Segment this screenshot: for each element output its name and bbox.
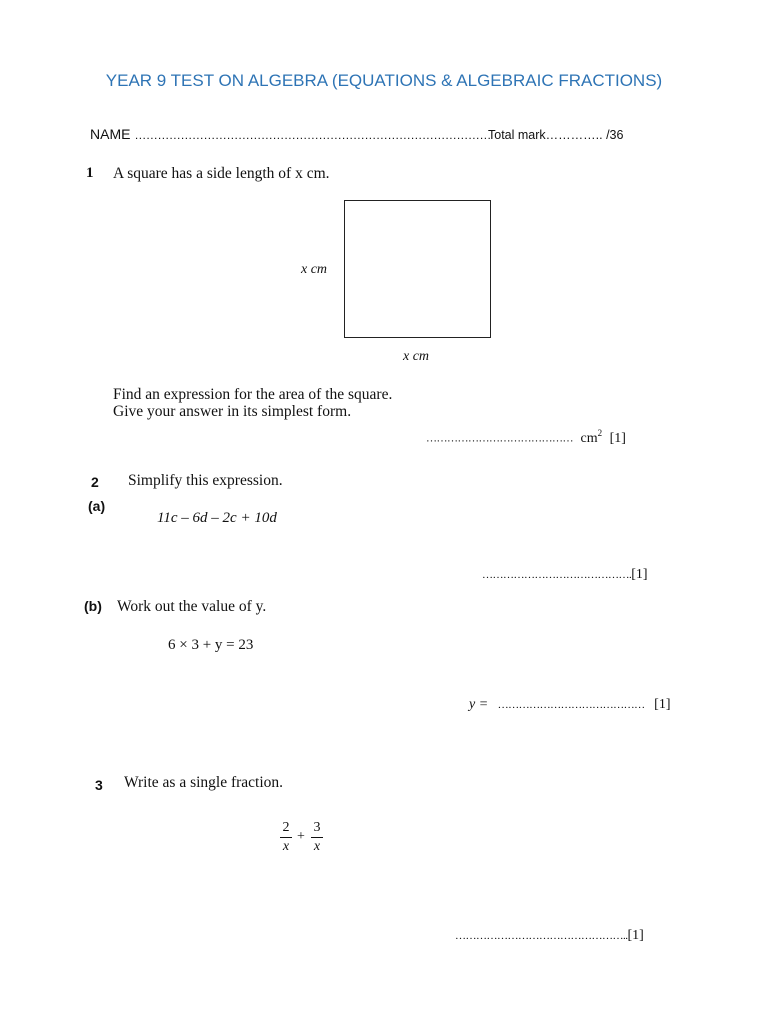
q2b-answer-dots: ……………………………………: [497, 699, 645, 711]
q3-fraction-2: [311, 820, 323, 855]
q2b-answer-line: [469, 697, 671, 713]
q1-number: 1: [86, 165, 94, 181]
square-diagram: [344, 200, 491, 338]
q3-fraction-2-numerator: 3: [313, 820, 321, 835]
q3-number: 3: [95, 777, 103, 793]
q3-fraction-1: [280, 820, 292, 855]
q3-fraction-2-denominator: x: [313, 839, 321, 854]
q2a-answer-dots: …………………………………….: [482, 569, 632, 581]
page-title: YEAR 9 TEST ON ALGEBRA (EQUATIONS & ALGEBRAIC FRACTIONS): [105, 71, 663, 90]
q2b-label: (b): [84, 598, 102, 614]
q3-marks: [1]: [627, 928, 644, 943]
q1-instruction-1: Find an expression for the area of the square.: [113, 386, 393, 403]
q3-fraction-2-bar: [311, 837, 323, 838]
q2b-answer-prefix: y =: [469, 697, 489, 712]
q1-side-label-left: x cm: [301, 262, 328, 277]
name-answer-dots: …………………………………………………………………………………: [134, 128, 491, 142]
q2a-marks: [1]: [631, 567, 648, 582]
q2b-stem: Work out the value of y.: [117, 598, 267, 615]
q2-number: 2: [91, 474, 99, 490]
q1-answer-dots: ……………………………………: [426, 432, 573, 445]
q1-answer-line: [426, 428, 626, 447]
q1-answer-unit: cm: [580, 430, 598, 446]
q3-answer-dots: …………………………………………..: [455, 930, 628, 942]
q3-fraction-1-denominator: x: [282, 839, 290, 854]
q2b-marks: [1]: [654, 697, 671, 712]
q3-answer-line: [455, 928, 644, 944]
q3-stem: Write as a single fraction.: [124, 774, 284, 791]
q2b-expression: 6 × 3 + y = 23: [168, 637, 254, 653]
name-label: NAME: [90, 126, 131, 142]
q1-side-label-bottom: x cm: [403, 349, 430, 364]
q1-marks: [1]: [609, 430, 626, 446]
name-line: [90, 126, 491, 142]
q2-stem: Simplify this expression.: [128, 472, 283, 489]
q1-stem: A square has a side length of x cm.: [113, 165, 330, 182]
q3-fraction-1-bar: [280, 837, 292, 838]
q3-fraction-1-numerator: 2: [282, 820, 290, 835]
q2a-label: (a): [88, 498, 106, 514]
q2a-answer-line: [482, 567, 648, 583]
q3-operator: +: [297, 829, 305, 844]
q1-instruction-2: Give your answer in its simplest form.: [113, 403, 352, 420]
q2a-expression: 11c – 6d – 2c + 10d: [157, 510, 277, 526]
q1-answer-unit-power: 2: [597, 428, 603, 438]
total-mark: Total mark………….. /36: [488, 128, 624, 142]
